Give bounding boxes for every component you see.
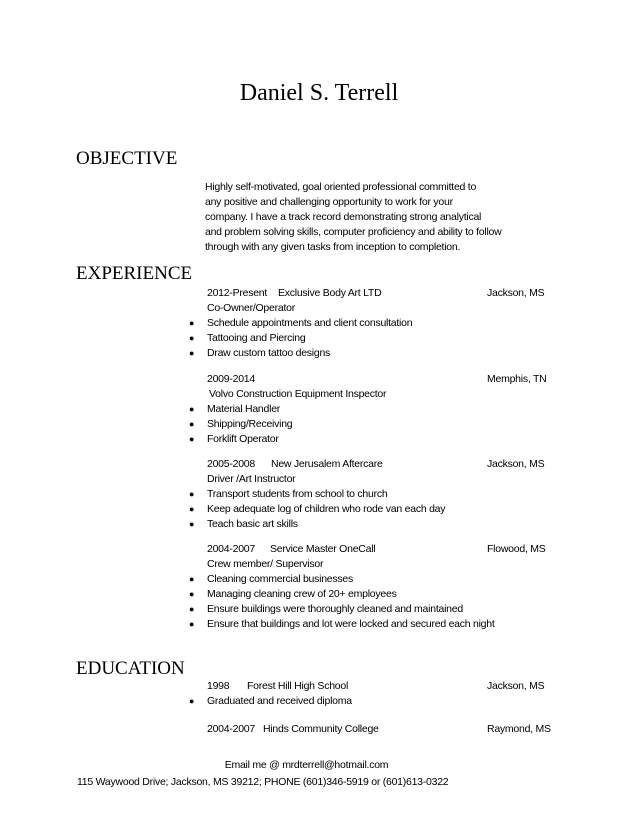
job-title: Driver /Art Instructor [207,473,296,485]
job-title: Co-Owner/Operator [207,302,295,314]
bullet-dot-icon: ● [189,619,195,629]
objective-line: Highly self-motivated, goal oriented professional committed to [205,181,477,193]
education-entry [207,722,567,737]
list-item: ● Cleaning commercial businesses [189,573,353,585]
objective-text [205,180,525,255]
bullet-dot-icon: ● [189,519,195,529]
experience-entry [189,372,567,447]
objective-line: through with any given tasks from inception to completion. [205,241,461,253]
objective-line: company. I have a track record demonstrating strong analytical [205,211,482,223]
job-title: Volvo Construction Equipment Inspector [209,388,387,400]
school-location: Raymond, MS [487,723,551,735]
school-dates: 1998 [207,680,230,692]
job-dates: 2009-2014 [207,373,255,385]
list-item: ● Teach basic art skills [189,518,298,530]
list-item: ● Tattooing and Piercing [189,332,306,344]
school-name: Hinds Community College [263,723,379,735]
job-location: Jackson, MS [487,287,545,299]
job-location: Flowood, MS [487,543,546,555]
candidate-name: Daniel S. Terrell [239,80,399,106]
job-dates: 2005-2008 [207,458,255,470]
job-company: New Jerusalem Aftercare [271,458,383,470]
bullet-dot-icon: ● [189,318,195,328]
objective-line: any positive and challenging opportunity to work for your [205,196,453,208]
list-item: ● Draw custom tattoo designs [189,347,331,359]
list-item: ● Ensure that buildings and lot were locked and secured each night [189,618,495,630]
job-location: Memphis, TN [487,373,547,385]
bullet-dot-icon: ● [189,404,195,414]
bullet-dot-icon: ● [189,489,195,499]
job-location: Jackson, MS [487,458,545,470]
education-entry [189,679,567,709]
bullet-dot-icon: ● [189,504,195,514]
school-dates: 2004-2007 [207,723,255,735]
bullet-dot-icon: ● [189,604,195,614]
job-company: Service Master OneCall [270,543,376,555]
list-item: ● Material Handler [189,403,281,415]
experience-entry [189,286,567,361]
job-dates: 2012-Present [207,287,268,299]
job-company: Exclusive Body Art LTD [278,287,382,299]
bullet-dot-icon: ● [189,419,195,429]
list-item: ● Graduated and received diploma [189,695,352,707]
contact-footer [0,758,638,788]
bullet-dot-icon: ● [189,348,195,358]
school-name: Forest Hill High School [247,680,349,692]
education-heading: EDUCATION [76,658,185,679]
experience-entry [189,542,567,632]
list-item: ● Managing cleaning crew of 20+ employees [189,588,397,600]
bullet-dot-icon: ● [189,434,195,444]
list-item: ● Transport students from school to church [189,488,388,500]
bullet-dot-icon: ● [189,589,195,599]
experience-entry [189,457,567,532]
address-line: 115 Waywood Drive; Jackson, MS 39212; PHONE (601)346-5919 or (601)613-0322 [77,776,449,788]
list-item: ● Forklift Operator [189,433,279,445]
list-item: ● Schedule appointments and client consultation [189,317,413,329]
school-location: Jackson, MS [487,680,545,692]
bullet-dot-icon: ● [189,574,195,584]
bullet-dot-icon: ● [189,333,195,343]
job-dates: 2004-2007 [207,543,255,555]
experience-heading: EXPERIENCE [76,263,193,284]
list-item: ● Ensure buildings were thoroughly cleaned and maintained [189,603,463,615]
email-line: Email me @ mrdterrell@hotmail.com [224,759,389,771]
list-item: ● Keep adequate log of children who rode van each day [189,503,446,515]
job-title: Crew member/ Supervisor [207,558,324,570]
list-item: ● Shipping/Receiving [189,418,293,430]
bullet-dot-icon: ● [189,696,195,706]
objective-line: and problem solving skills, computer proficiency and ability to follow [205,226,502,238]
objective-heading: OBJECTIVE [76,148,178,169]
